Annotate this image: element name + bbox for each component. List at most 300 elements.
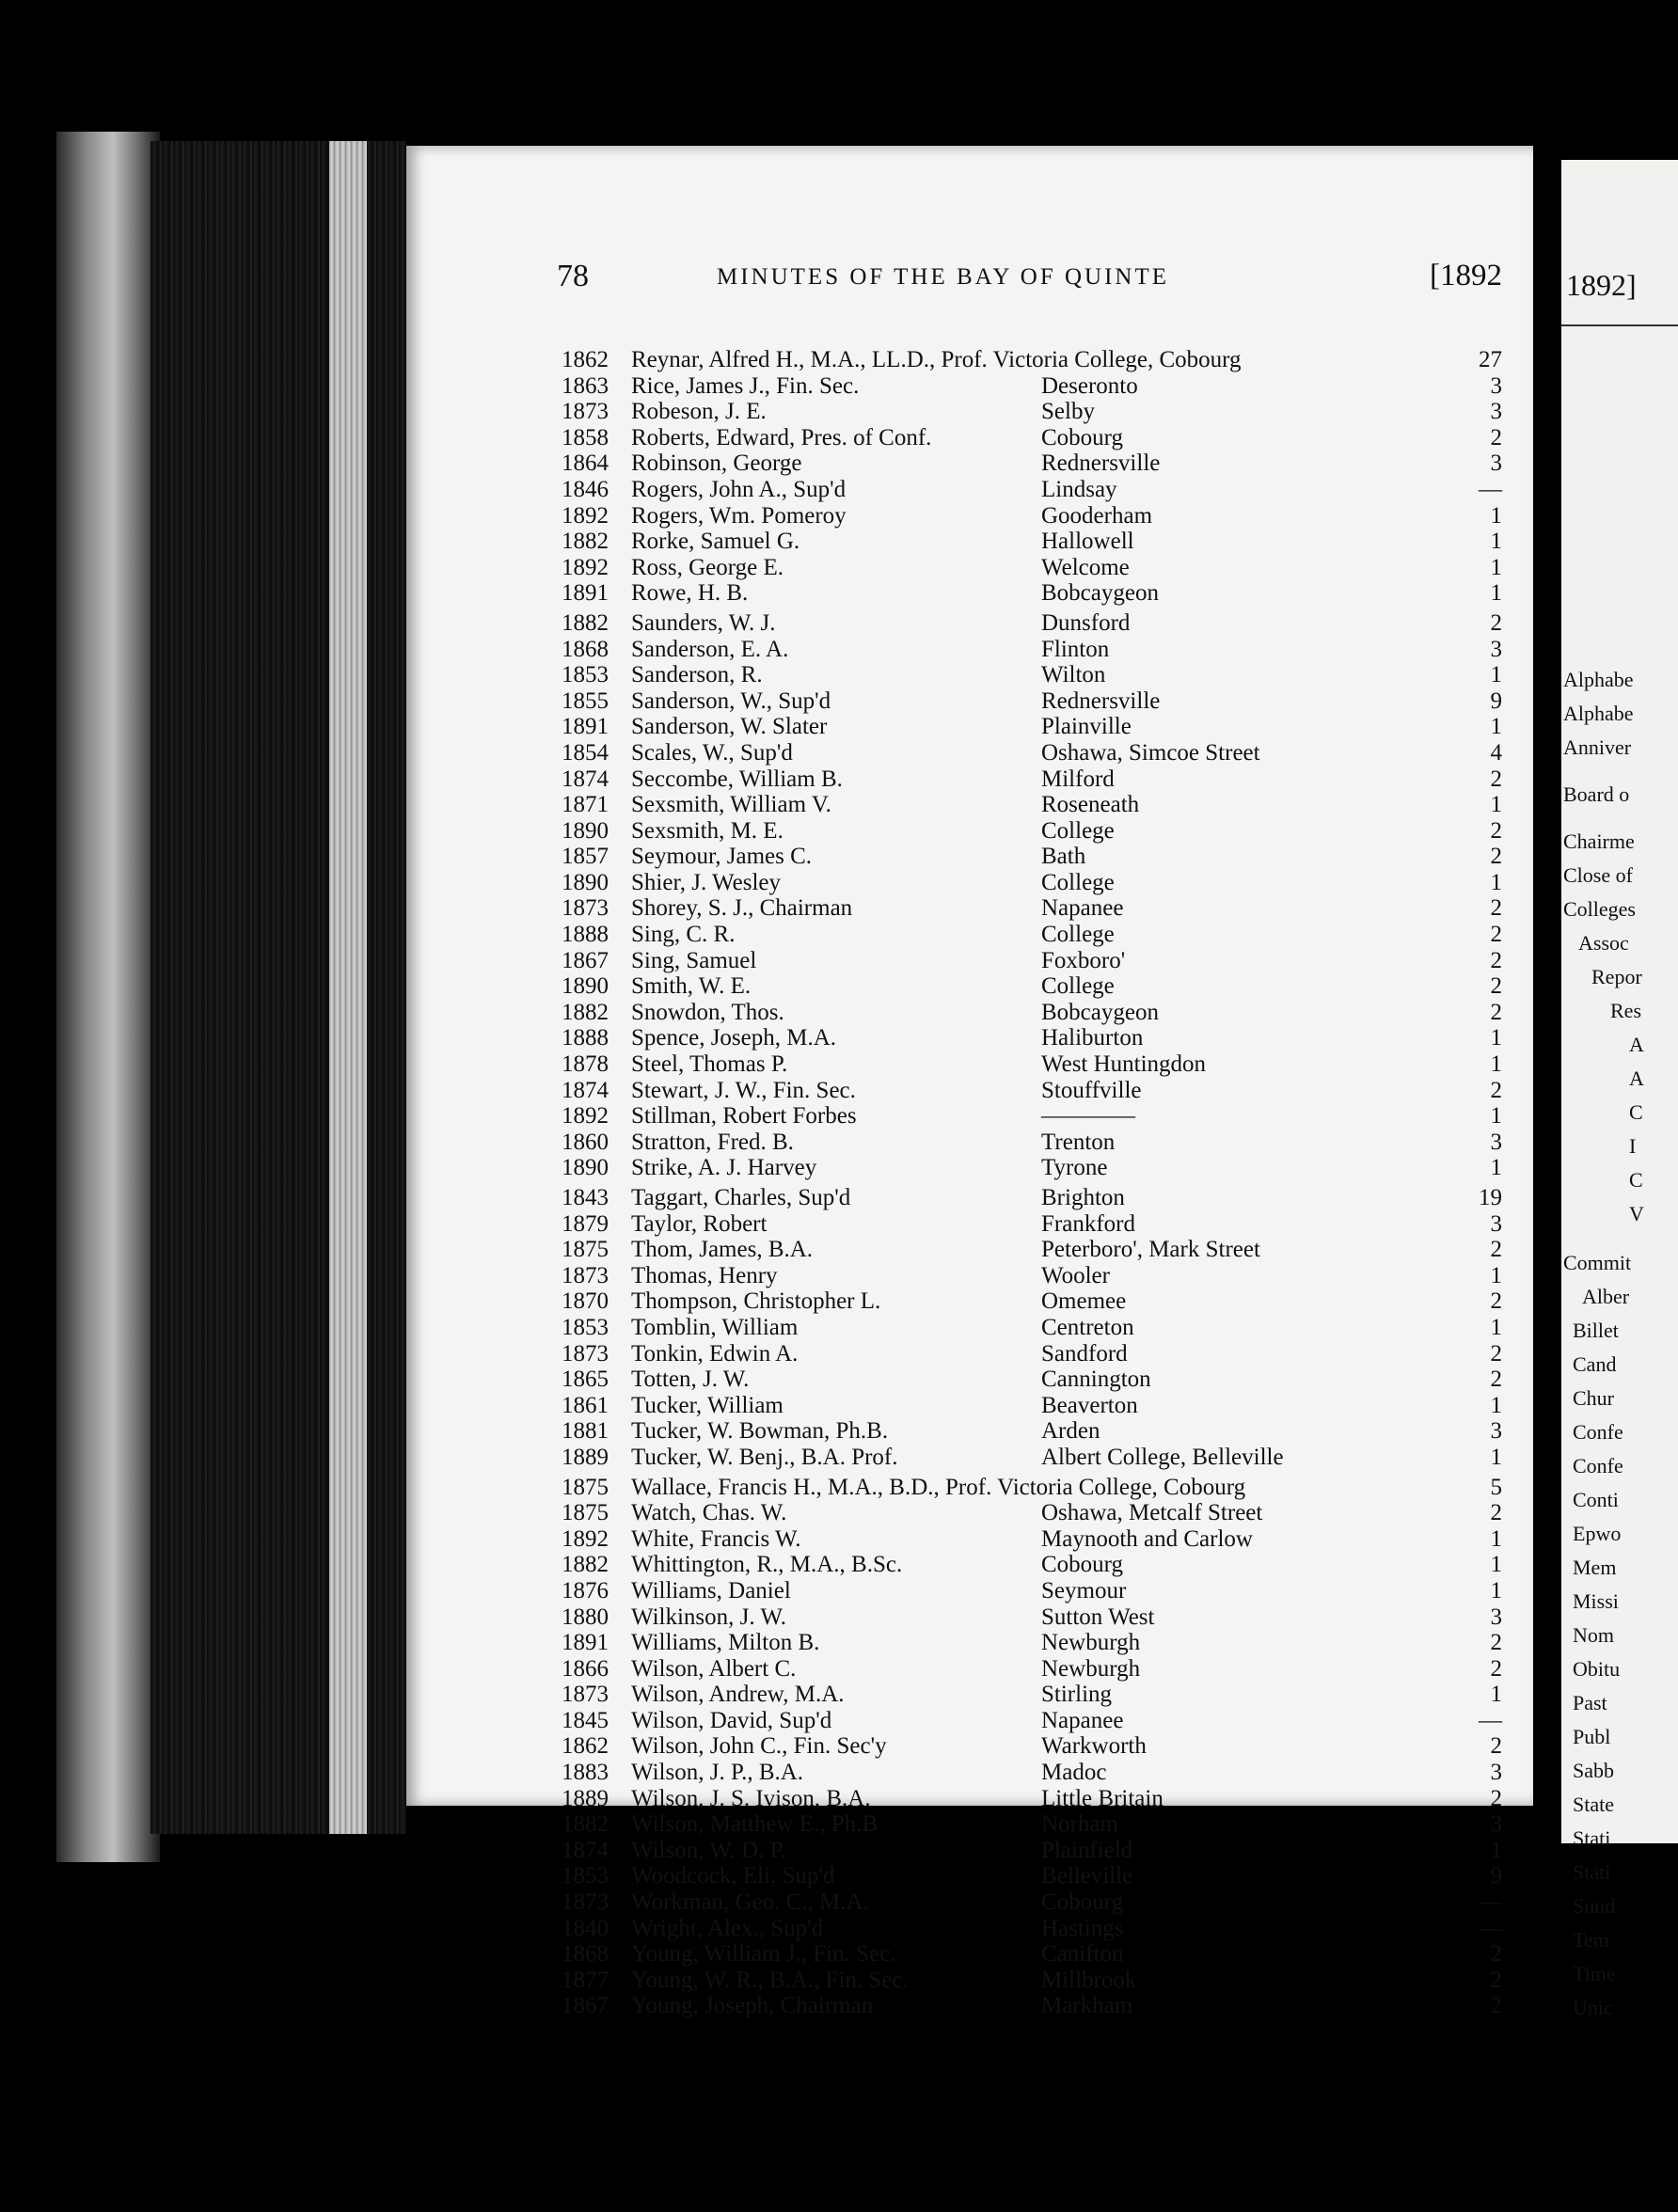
entry-years: 2 — [1490, 1655, 1502, 1682]
entry-station: Bobcaygeon — [1041, 580, 1159, 607]
index-item: Stati — [1573, 1826, 1611, 1850]
entry-station: Foxboro' — [1041, 947, 1126, 973]
entry-name: Sanderson, W. Slater — [631, 714, 828, 740]
entry-name: Young, W. R., B.A., Fin. Sec. — [631, 1967, 909, 1993]
table-row — [562, 1967, 1502, 1994]
entry-station: Sandford — [1041, 1340, 1128, 1367]
entry-name: Shorey, S. J., Chairman — [631, 895, 853, 922]
entry-name: Young, William J., Fin. Sec. — [631, 1941, 896, 1967]
table-row — [562, 1630, 1502, 1656]
entry-name: Wilson, David, Sup'd — [631, 1707, 832, 1733]
index-item: Res — [1610, 999, 1641, 1022]
entry-name: Wallace, Francis H., M.A., B.D., Prof. Victoria College, Cobourg — [631, 1474, 1246, 1500]
entry-year: 1862 — [562, 1733, 609, 1760]
entry-station: College — [1041, 973, 1115, 1000]
entry-station: College — [1041, 922, 1115, 948]
entry-year: 1868 — [562, 636, 609, 662]
entry-year: 1888 — [562, 922, 609, 948]
table-row — [562, 1993, 1502, 2019]
entry-station: Bath — [1041, 844, 1086, 870]
entry-station: Deseronto — [1041, 372, 1138, 399]
entry-station: Frankford — [1041, 1210, 1135, 1237]
entry-station: Oshawa, Metcalf Street — [1041, 1500, 1263, 1526]
entry-year: 1890 — [562, 817, 609, 844]
table-row — [562, 637, 1502, 663]
entry-year: 1853 — [562, 1314, 609, 1340]
entry-year: 1863 — [562, 372, 609, 399]
entry-year: 1888 — [562, 1025, 609, 1051]
entry-year: 1843 — [562, 1185, 609, 1210]
entry-year: 1882 — [562, 609, 609, 636]
entry-station: Norham — [1041, 1811, 1118, 1838]
index-item: Cand — [1573, 1352, 1617, 1376]
entry-name: Sanderson, E. A. — [631, 636, 789, 662]
table-row — [562, 347, 1502, 373]
index-item: Missi — [1573, 1589, 1619, 1613]
entry-name: Roberts, Edward, Pres. of Conf. — [631, 424, 932, 450]
table-row — [562, 1656, 1502, 1683]
table-row — [562, 792, 1502, 818]
entry-year: 1881 — [562, 1418, 609, 1445]
entry-station: Rednersville — [1041, 450, 1161, 477]
spine-gap — [1533, 0, 1561, 2212]
table-row — [562, 1578, 1502, 1604]
entry-station: Dunsford — [1041, 609, 1131, 636]
entry-year: 1891 — [562, 1630, 609, 1656]
entry-years: 3 — [1490, 1604, 1502, 1630]
index-item: Epwo — [1573, 1522, 1622, 1545]
entry-year: 1853 — [562, 662, 609, 688]
entry-station: Brighton — [1041, 1185, 1125, 1210]
table-row — [562, 1025, 1502, 1051]
table-row — [562, 1341, 1502, 1367]
entry-year: 1853 — [562, 1863, 609, 1889]
table-row — [562, 922, 1502, 948]
index-item: Confe — [1573, 1454, 1623, 1477]
table-row — [562, 1811, 1502, 1838]
entry-station: Maynooth and Carlow — [1041, 1525, 1253, 1552]
entry-year: 1871 — [562, 792, 609, 818]
entry-name: Seymour, James C. — [631, 844, 813, 870]
index-item: Board o — [1563, 782, 1630, 806]
entry-name: Stewart, J. W., Fin. Sec. — [631, 1077, 856, 1103]
entry-station: Cobourg — [1041, 1889, 1124, 1916]
entry-station: Stouffville — [1041, 1077, 1142, 1103]
entry-years: 1 — [1490, 502, 1502, 529]
entry-year: 1854 — [562, 739, 609, 766]
entry-years: 2 — [1490, 844, 1502, 870]
page-stack-edge — [329, 141, 367, 1834]
entry-name: Wilson, Matthew E., Ph.B — [631, 1811, 879, 1838]
entry-year: 1864 — [562, 450, 609, 477]
index-item: Sund — [1573, 1894, 1616, 1918]
entry-year: 1882 — [562, 1811, 609, 1838]
index-item: C — [1629, 1100, 1643, 1124]
entry-name: Ross, George E. — [631, 554, 784, 580]
entry-station: Cobourg — [1041, 424, 1124, 450]
table-row — [562, 373, 1502, 400]
table-row — [562, 1889, 1502, 1916]
entry-station: College — [1041, 869, 1115, 895]
entry-station: Cannington — [1041, 1367, 1151, 1393]
entry-station: Wilton — [1041, 662, 1106, 688]
entry-years: 2 — [1490, 1993, 1502, 2019]
entry-year: 1861 — [562, 1392, 609, 1418]
index-item: Conti — [1573, 1488, 1619, 1511]
entry-station: Peterboro', Mark Street — [1041, 1237, 1260, 1263]
entry-name: Williams, Milton B. — [631, 1630, 820, 1656]
entry-name: Totten, J. W. — [631, 1367, 750, 1393]
entry-year: 1892 — [562, 502, 609, 529]
entry-name: Wilson, W. D. P. — [631, 1837, 787, 1863]
entry-name: Robeson, J. E. — [631, 399, 767, 425]
entry-name: Young, Joseph, Chairman — [631, 1993, 874, 2019]
table-row — [562, 450, 1502, 477]
table-row — [562, 1760, 1502, 1786]
right-page — [1561, 160, 1678, 2019]
entry-years: 1 — [1490, 1577, 1502, 1604]
table-row — [562, 555, 1502, 581]
right-page-rule — [1561, 324, 1678, 326]
table-row — [562, 1916, 1502, 1942]
entry-year: 1867 — [562, 947, 609, 973]
table-row — [562, 1130, 1502, 1156]
entry-years: 2 — [1490, 1785, 1502, 1811]
entry-name: Sanderson, R. — [631, 662, 763, 688]
index-item: Chairme — [1563, 830, 1635, 853]
index-item: Alber — [1582, 1285, 1630, 1308]
table-row — [562, 1526, 1502, 1553]
entry-station: College — [1041, 817, 1115, 844]
entry-station: Selby — [1041, 399, 1095, 425]
entry-name: Smith, W. E. — [631, 973, 752, 1000]
table-row — [562, 1185, 1502, 1211]
entry-name: Snowdon, Thos. — [631, 999, 784, 1025]
entry-years: 1 — [1490, 554, 1502, 580]
entry-name: Strike, A. J. Harvey — [631, 1155, 817, 1181]
entry-years: 2 — [1490, 1077, 1502, 1103]
entry-name: Wilson, J. S. Ivison, B.A. — [631, 1785, 871, 1811]
entry-years: 3 — [1490, 1811, 1502, 1838]
entry-station: Tyrone — [1041, 1155, 1108, 1181]
entry-name: Wilson, John C., Fin. Sec'y — [631, 1733, 887, 1760]
entry-name: Workman, Geo. C., M.A. — [631, 1889, 869, 1916]
entry-name: Stillman, Robert Forbes — [631, 1103, 857, 1130]
entry-years: 2 — [1490, 1340, 1502, 1367]
table-row — [562, 973, 1502, 1000]
table-row — [562, 1315, 1502, 1341]
right-page-year: 1892] — [1566, 268, 1637, 302]
entry-years: 1 — [1490, 1103, 1502, 1130]
entry-years: 4 — [1490, 739, 1502, 766]
entry-year: 1892 — [562, 1103, 609, 1130]
entry-year: 1891 — [562, 580, 609, 607]
index-item: Time — [1573, 1962, 1616, 1985]
index-item: Obitu — [1573, 1657, 1621, 1681]
header-year: [1892 — [1430, 259, 1502, 292]
entry-years: 1 — [1490, 1262, 1502, 1288]
table-row — [562, 1733, 1502, 1760]
entry-years: 2 — [1490, 1367, 1502, 1393]
index-item: Nom — [1573, 1623, 1614, 1647]
entry-year: 1882 — [562, 529, 609, 555]
entry-year: 1873 — [562, 1889, 609, 1916]
entry-years: 1 — [1490, 1525, 1502, 1552]
table-row — [562, 1445, 1502, 1471]
index-item: Repor — [1591, 965, 1642, 988]
entry-years: 2 — [1490, 922, 1502, 948]
entry-name: Seccombe, William B. — [631, 766, 843, 792]
entry-years: 1 — [1490, 1051, 1502, 1078]
entry-years: 1 — [1490, 662, 1502, 688]
table-row — [562, 818, 1502, 845]
entry-years: 1 — [1490, 869, 1502, 895]
entry-station: Trenton — [1041, 1129, 1116, 1155]
table-row — [562, 399, 1502, 425]
table-row — [562, 1786, 1502, 1812]
entry-name: Tucker, William — [631, 1392, 784, 1418]
table-row — [562, 766, 1502, 793]
entry-name: Steel, Thomas P. — [631, 1051, 788, 1078]
entry-years: 19 — [1479, 1185, 1502, 1210]
entry-year: 1892 — [562, 554, 609, 580]
entry-years: 2 — [1490, 1500, 1502, 1526]
table-row — [562, 1863, 1502, 1889]
entry-station: Gooderham — [1041, 502, 1153, 529]
entry-year: 1840 — [562, 1915, 609, 1941]
entry-year: 1891 — [562, 714, 609, 740]
entry-name: Thom, James, B.A. — [631, 1237, 814, 1263]
table-row — [562, 1682, 1502, 1708]
entry-years: 3 — [1490, 399, 1502, 425]
entry-year: 1874 — [562, 1837, 609, 1863]
entry-station: Bobcaygeon — [1041, 999, 1159, 1025]
entry-years: 3 — [1490, 636, 1502, 662]
entry-years: 1 — [1490, 1837, 1502, 1863]
table-row — [562, 1475, 1502, 1501]
entry-name: Watch, Chas. W. — [631, 1500, 787, 1526]
entry-year: 1889 — [562, 1444, 609, 1470]
entry-name: Taylor, Robert — [631, 1210, 768, 1237]
entry-year: 1879 — [562, 1210, 609, 1237]
page-stack — [150, 141, 406, 1834]
entry-years: 9 — [1490, 687, 1502, 714]
entry-years: 3 — [1490, 1760, 1502, 1786]
index-item: Publ — [1573, 1725, 1611, 1748]
table-row — [562, 529, 1502, 555]
entry-year: 1892 — [562, 1525, 609, 1552]
entry-year: 1868 — [562, 1941, 609, 1967]
index-item: Colleges — [1563, 897, 1636, 921]
entry-years: 2 — [1490, 609, 1502, 636]
entry-station: Centreton — [1041, 1314, 1134, 1340]
entry-station: Hastings — [1041, 1915, 1124, 1941]
index-item: Assoc — [1578, 931, 1629, 955]
entry-year: 1875 — [562, 1474, 609, 1500]
entry-years: — — [1479, 476, 1502, 502]
entry-name: Sexsmith, M. E. — [631, 817, 784, 844]
index-item: Commit — [1563, 1251, 1632, 1274]
entry-year: 1873 — [562, 1262, 609, 1288]
entry-years: 2 — [1490, 1733, 1502, 1760]
entry-station: Warkworth — [1041, 1733, 1147, 1760]
table-row — [562, 1941, 1502, 1967]
table-row — [562, 844, 1502, 870]
entry-year: 1867 — [562, 1993, 609, 2019]
table-row — [562, 1237, 1502, 1263]
index-item: Unic — [1573, 1996, 1613, 2019]
index-item: Tem — [1573, 1928, 1609, 1951]
index-item: Confe — [1573, 1420, 1623, 1444]
left-page — [406, 146, 1533, 2019]
entry-name: Stratton, Fred. B. — [631, 1129, 794, 1155]
table-row — [562, 1604, 1502, 1631]
running-title: MINUTES OF THE BAY OF QUINTE — [717, 264, 1170, 290]
entry-years: 2 — [1490, 1288, 1502, 1315]
entry-years: 9 — [1490, 1863, 1502, 1889]
table-row — [562, 580, 1502, 607]
entry-year: 1875 — [562, 1237, 609, 1263]
entry-station: Madoc — [1041, 1760, 1107, 1786]
table-row — [562, 477, 1502, 503]
entry-year: 1860 — [562, 1129, 609, 1155]
entry-years: 2 — [1490, 947, 1502, 973]
entry-name: Scales, W., Sup'd — [631, 739, 793, 766]
entry-year: 1874 — [562, 1077, 609, 1103]
entry-years: 3 — [1490, 450, 1502, 477]
entry-station: Plainville — [1041, 714, 1132, 740]
entry-name: Tucker, W. Bowman, Ph.B. — [631, 1418, 889, 1445]
entry-years: 2 — [1490, 1630, 1502, 1656]
entry-station: Napanee — [1041, 1707, 1124, 1733]
entry-years: 1 — [1490, 1314, 1502, 1340]
entry-station: Arden — [1041, 1418, 1100, 1445]
table-row — [562, 1288, 1502, 1315]
entry-name: Wilson, J. P., B.A. — [631, 1760, 804, 1786]
entry-years: 1 — [1490, 529, 1502, 555]
entry-year: 1857 — [562, 844, 609, 870]
entry-name: Tucker, W. Benj., B.A. Prof. — [631, 1444, 898, 1470]
entry-years: 2 — [1490, 817, 1502, 844]
entry-station: Seymour — [1041, 1577, 1127, 1604]
entry-years: 2 — [1490, 1967, 1502, 1993]
entry-years: 27 — [1479, 347, 1502, 372]
entry-station: Canifton — [1041, 1941, 1124, 1967]
entry-station: West Huntingdon — [1041, 1051, 1207, 1078]
entry-year: 1870 — [562, 1288, 609, 1315]
entry-year: 1876 — [562, 1577, 609, 1604]
table-row — [562, 1393, 1502, 1419]
table-row — [562, 1051, 1502, 1078]
entry-years: — — [1479, 1915, 1502, 1941]
entry-years: 1 — [1490, 1155, 1502, 1181]
entry-station: Albert College, Belleville — [1041, 1444, 1284, 1470]
entry-years: 1 — [1490, 1444, 1502, 1470]
entry-station: Milford — [1041, 766, 1115, 792]
entry-name: Rowe, H. B. — [631, 580, 749, 607]
entry-name: Tomblin, William — [631, 1314, 799, 1340]
entry-years: 2 — [1490, 1237, 1502, 1263]
entry-name: Taggart, Charles, Sup'd — [631, 1185, 851, 1210]
entry-station: Cobourg — [1041, 1552, 1124, 1578]
entry-year: 1845 — [562, 1707, 609, 1733]
table-row — [562, 1552, 1502, 1578]
table-row — [562, 1838, 1502, 1864]
entry-station: Newburgh — [1041, 1655, 1141, 1682]
entry-station: Stirling — [1041, 1682, 1113, 1708]
entry-year: 1862 — [562, 347, 609, 372]
entry-station: Newburgh — [1041, 1630, 1141, 1656]
entry-years: 1 — [1490, 1392, 1502, 1418]
entry-year: 1878 — [562, 1051, 609, 1078]
entry-years: 3 — [1490, 1129, 1502, 1155]
table-row — [562, 1103, 1502, 1130]
entry-year: 1883 — [562, 1760, 609, 1786]
entry-station: Omemee — [1041, 1288, 1127, 1315]
entry-station: Millbrook — [1041, 1967, 1137, 1993]
index-item: Alphabe — [1563, 668, 1634, 691]
entry-years: 2 — [1490, 424, 1502, 450]
entry-name: Wilson, Andrew, M.A. — [631, 1682, 845, 1708]
page-number: 78 — [557, 259, 589, 293]
entry-station: Rednersville — [1041, 687, 1161, 714]
entry-year: 1889 — [562, 1785, 609, 1811]
entry-years: 5 — [1490, 1474, 1502, 1500]
entry-name: Wilson, Albert C. — [631, 1655, 797, 1682]
entry-station: Belleville — [1041, 1863, 1133, 1889]
entry-year: 1858 — [562, 424, 609, 450]
table-row — [562, 948, 1502, 974]
entry-name: Spence, Joseph, M.A. — [631, 1025, 837, 1051]
entry-years: 1 — [1490, 1552, 1502, 1578]
entry-station: Little Britain — [1041, 1785, 1164, 1811]
entry-year: 1873 — [562, 399, 609, 425]
entry-name: Shier, J. Wesley — [631, 869, 782, 895]
entry-year: 1846 — [562, 476, 609, 502]
entry-year: 1877 — [562, 1967, 609, 1993]
index-item: C — [1629, 1168, 1643, 1192]
entry-year: 1865 — [562, 1367, 609, 1393]
entry-name: Wright, Alex., Sup'd — [631, 1915, 824, 1941]
entry-station: Welcome — [1041, 554, 1130, 580]
entry-station: Lindsay — [1041, 476, 1117, 502]
entry-years: 2 — [1490, 895, 1502, 922]
entry-year: 1866 — [562, 1655, 609, 1682]
entry-years: 1 — [1490, 714, 1502, 740]
index-item: Chur — [1573, 1386, 1614, 1410]
entry-name: Rogers, John A., Sup'd — [631, 476, 847, 502]
entry-name: Wilkinson, J. W. — [631, 1604, 786, 1630]
entry-name: Rogers, Wm. Pomeroy — [631, 502, 847, 529]
entry-years: 1 — [1490, 1682, 1502, 1708]
entry-station: Wooler — [1041, 1262, 1110, 1288]
index-item: Mem — [1573, 1556, 1617, 1579]
entry-station: Haliburton — [1041, 1025, 1144, 1051]
entry-station: Beaverton — [1041, 1392, 1138, 1418]
table-row — [562, 688, 1502, 715]
table-row — [562, 425, 1502, 451]
entry-station: ———— — [1041, 1103, 1135, 1130]
entry-year: 1875 — [562, 1500, 609, 1526]
entry-name: Rice, James J., Fin. Sec. — [631, 372, 860, 399]
entry-years: 2 — [1490, 1941, 1502, 1967]
entry-year: 1855 — [562, 687, 609, 714]
table-row — [562, 740, 1502, 766]
entry-station: Sutton West — [1041, 1604, 1155, 1630]
entry-name: Sanderson, W., Sup'd — [631, 687, 831, 714]
minister-list — [562, 347, 1502, 2019]
entry-name: Sing, C. R. — [631, 922, 736, 948]
